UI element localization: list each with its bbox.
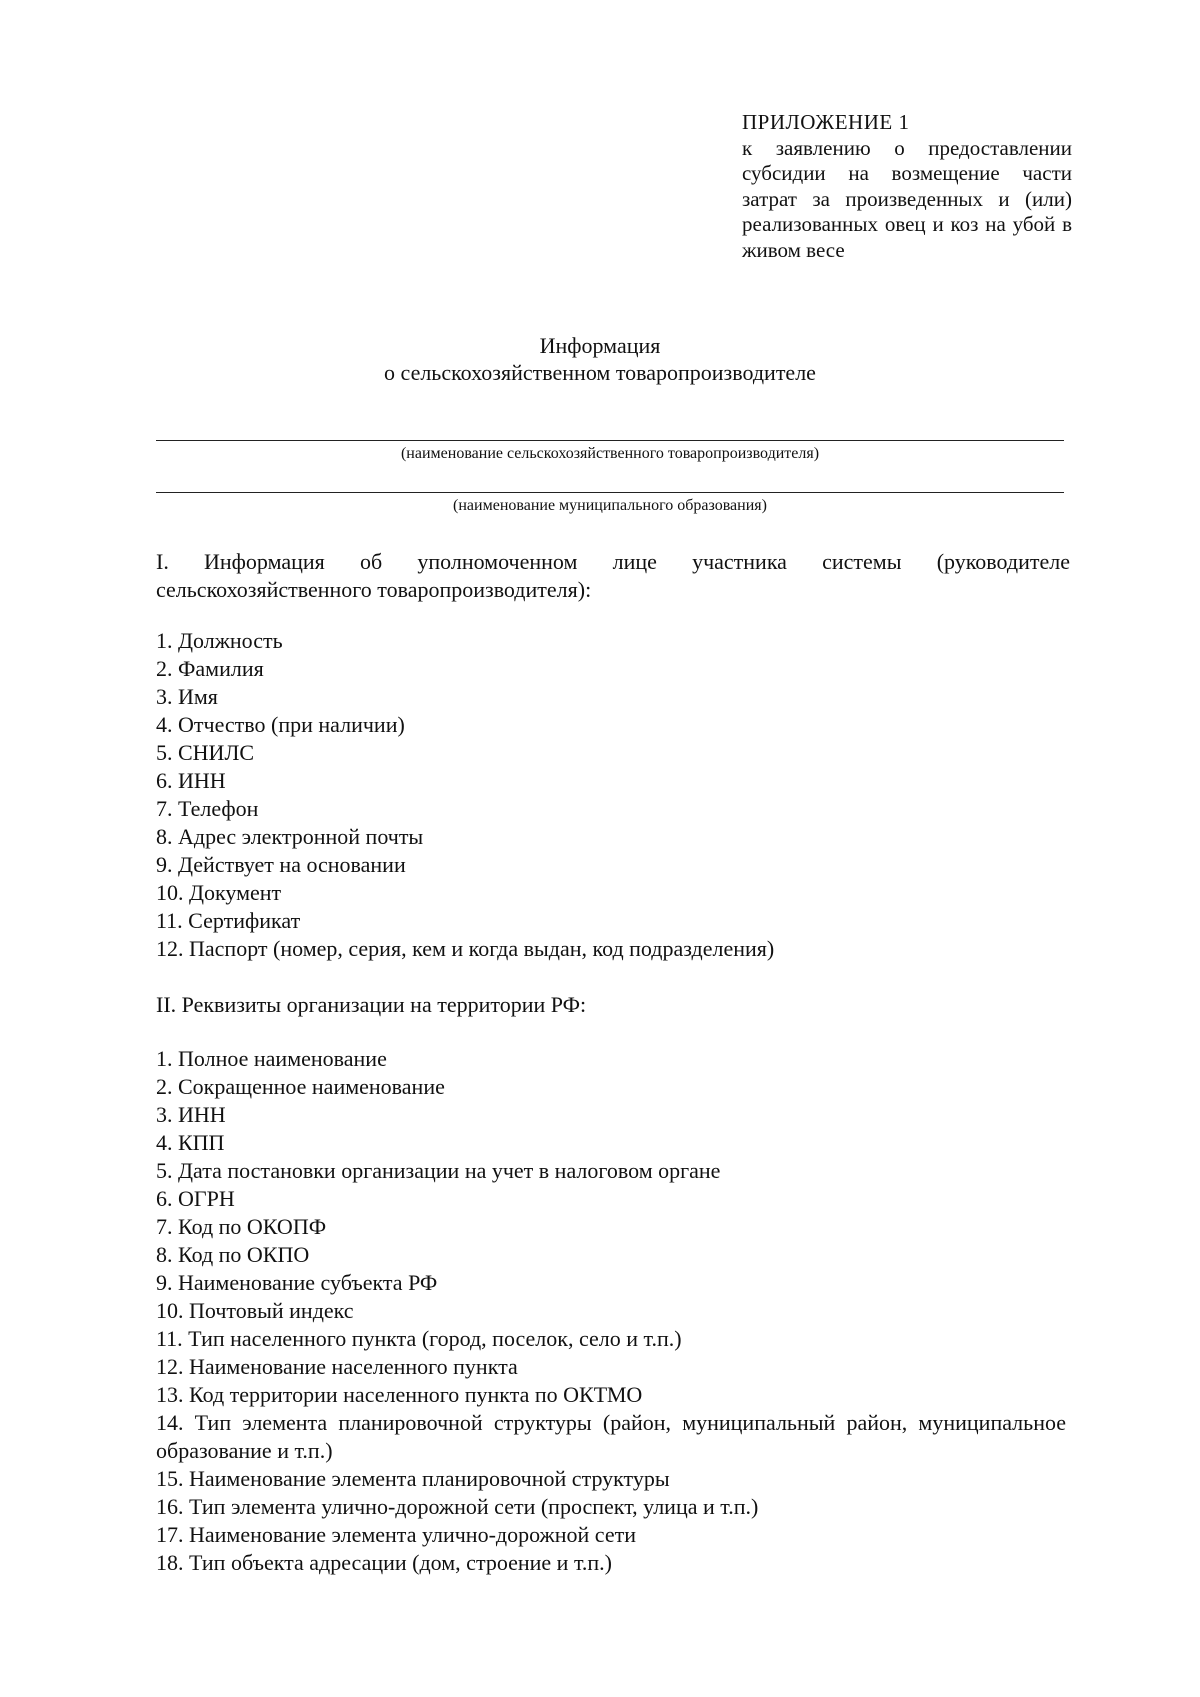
list-item: 2. Сокращенное наименование	[156, 1074, 445, 1099]
section-2-list	[156, 1045, 1076, 1577]
list-item: 17. Наименование элемента улично-дорожной сети	[156, 1522, 636, 1547]
list-item: 12. Паспорт (номер, серия, кем и когда выдан, код подразделения)	[156, 936, 775, 961]
municipality-caption: (наименование муниципального образования)	[453, 497, 767, 514]
section-1-heading: I. Информация об уполномоченном лице участника системы (руководителе сельскохозяйственного товаропроизводителя):	[156, 549, 1070, 602]
list-item: 2. Фамилия	[156, 656, 264, 681]
list-item: 3. Имя	[156, 684, 218, 709]
list-item: 3. ИНН	[156, 1102, 226, 1127]
list-item: 6. ОГРН	[156, 1186, 235, 1211]
producer-name-line	[156, 440, 1064, 441]
list-item: 4. Отчество (при наличии)	[156, 712, 405, 737]
document-title: Информация	[539, 333, 661, 358]
list-item: 9. Наименование субъекта РФ	[156, 1270, 438, 1295]
list-item: 1. Должность	[156, 628, 283, 653]
list-item: 5. СНИЛС	[156, 740, 255, 765]
list-item: 9. Действует на основании	[156, 852, 406, 877]
list-item: 12. Наименование населенного пункта	[156, 1354, 518, 1379]
list-item: 14. Тип элемента планировочной структуры (район, муниципальный район, муниципальное образование и т.п.)	[156, 1410, 1066, 1463]
list-item: 11. Тип населенного пункта (город, поселок, село и т.п.)	[156, 1326, 682, 1351]
list-item: 15. Наименование элемента планировочной структуры	[156, 1466, 670, 1491]
producer-name-caption: (наименование сельскохозяйственного товаропроизводителя)	[400, 445, 820, 462]
list-item: 6. ИНН	[156, 768, 226, 793]
list-item: 11. Сертификат	[156, 908, 301, 933]
list-item: 10. Документ	[156, 880, 282, 905]
list-item: 5. Дата постановки организации на учет в налоговом органе	[156, 1158, 721, 1183]
annex-heading: ПРИЛОЖЕНИЕ 1	[742, 110, 910, 134]
section-1-list	[156, 627, 1076, 963]
municipality-line	[156, 492, 1064, 493]
section-2-heading: II. Реквизиты организации на территории РФ:	[156, 992, 587, 1017]
list-item: 13. Код территории населенного пункта по ОКТМО	[156, 1382, 643, 1407]
list-item: 10. Почтовый индекс	[156, 1298, 354, 1323]
list-item: 8. Код по ОКПО	[156, 1242, 310, 1267]
list-item: 4. КПП	[156, 1130, 225, 1155]
annex-text: к заявлению о предоставлении субсидии на возмещение части затрат за произведенных и (или) реализованных овец и коз на убой в живом весе	[742, 135, 1072, 262]
document-subtitle: о сельскохозяйственном товаропроизводителе	[384, 360, 816, 385]
list-item: 18. Тип объекта адресации (дом, строение и т.п.)	[156, 1550, 613, 1575]
list-item: 7. Телефон	[156, 796, 259, 821]
list-item: 16. Тип элемента улично-дорожной сети (проспект, улица и т.п.)	[156, 1494, 759, 1519]
list-item: 1. Полное наименование	[156, 1046, 387, 1071]
list-item: 7. Код по ОКОПФ	[156, 1214, 327, 1239]
annex-block	[742, 110, 1072, 263]
list-item: 8. Адрес электронной почты	[156, 824, 424, 849]
